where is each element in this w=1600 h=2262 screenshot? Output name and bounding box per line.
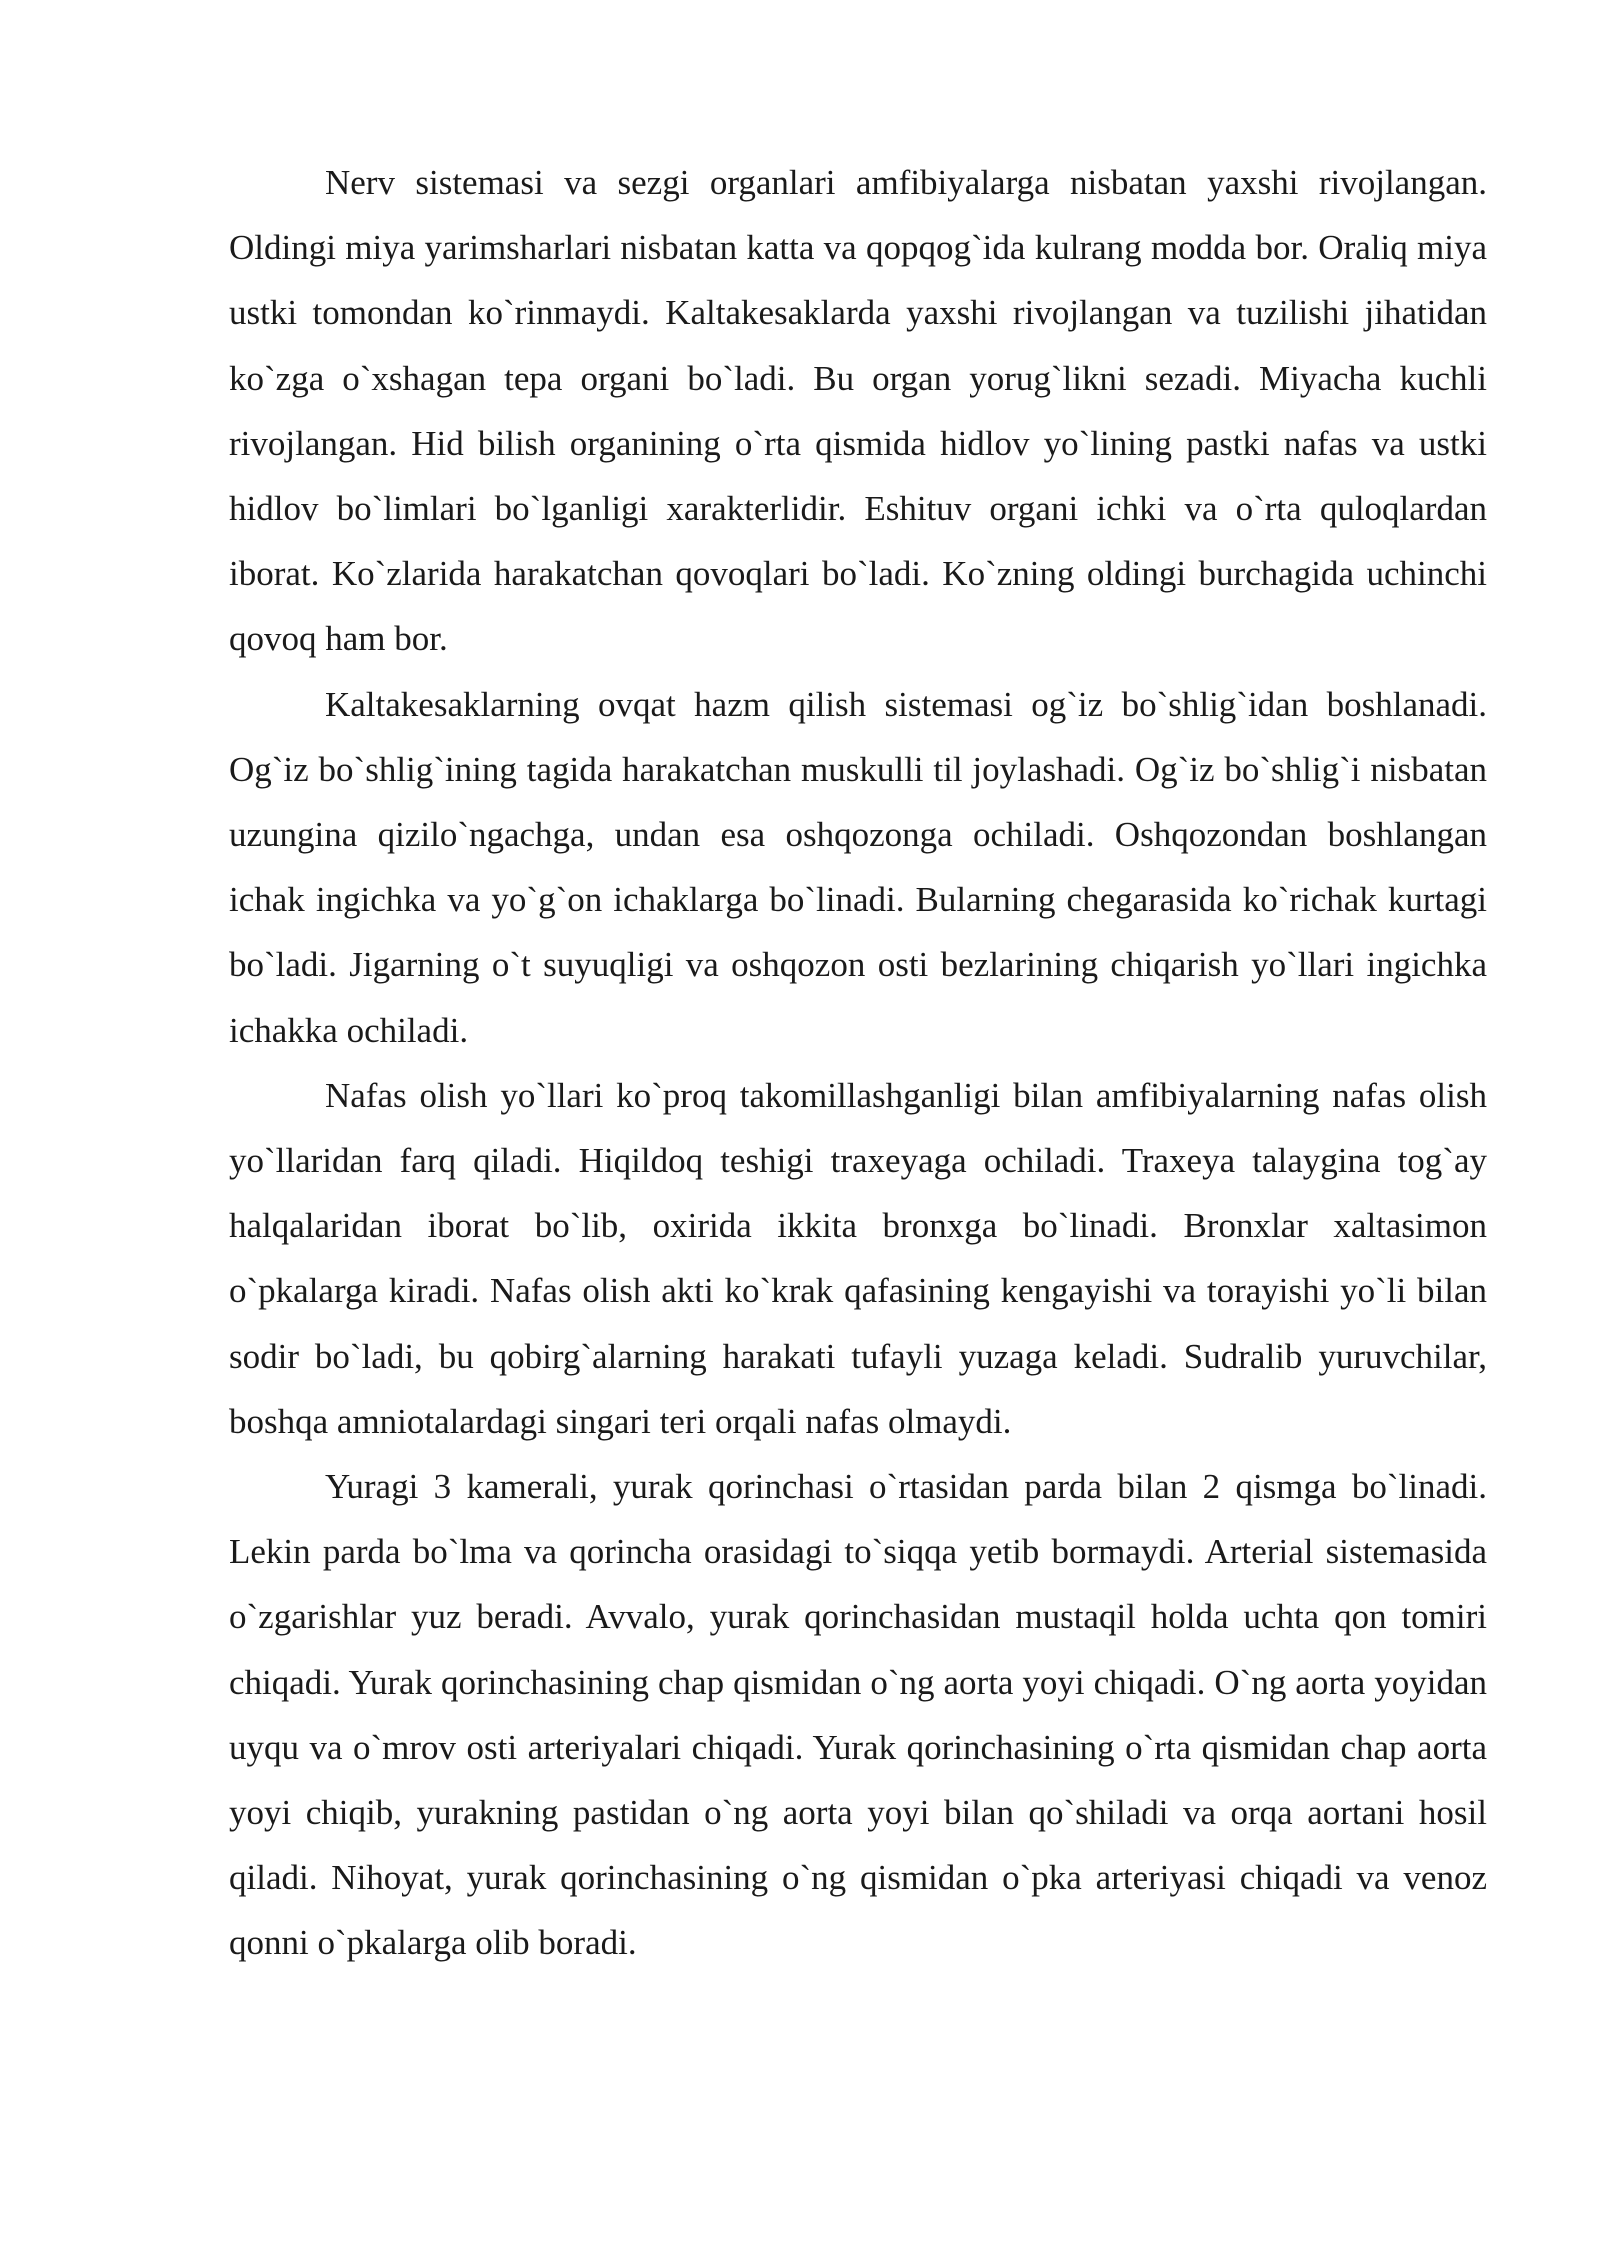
paragraph-digestive-system: Kaltakesaklarning ovqat hazm qilish sistemasi og`iz bo`shlig`idan boshlanadi. Og`iz bo`shlig`ining tagida harakatchan muskulli til joylashadi. Og`iz bo`shlig`i nisbatan uzungina qizilo`ngachga, undan esa oshqozonga ochiladi. Oshqozondan boshlangan ichak ingichka va yo`g`on ichaklarga bo`linadi. Bularning chegarasida ko`richak kurtagi bo`ladi. Jigarning o`t suyuqligi va oshqozon osti bezlarining chiqarish yo`llari ingichka ichakka ochiladi.	[229, 684, 1487, 1050]
paragraph-circulatory-system: Yuragi 3 kamerali, yurak qorinchasi o`rtasidan parda bilan 2 qismga bo`linadi. Lekin parda bo`lma va qorincha orasidagi to`siqqa yetib bormaydi. Arterial sistemasida o`zgarishlar yuz beradi. Avvalo, yurak qorinchasidan mustaqil holda uchta qon tomiri chiqadi. Yurak qorinchasining chap qismidan o`ng aorta yoyi chiqadi. O`ng aorta yoyidan uyqu va o`mrov osti arteriyalari chiqadi. Yurak qorinchasining o`rta qismidan chap aorta yoyi chiqib, yurakning pastidan o`ng aorta yoyi bilan qo`shiladi va orqa aortani hosil qiladi. Nihoyat, yurak qorinchasining o`ng qismidan o`pka arteriyasi chiqadi va venoz qonni o`pkalarga olib boradi.	[229, 1467, 1487, 1963]
document-body	[229, 150, 1487, 1976]
paragraph-respiratory-system: Nafas olish yo`llari ko`proq takomillashganligi bilan amfibiyalarning nafas olish yo`llaridan farq qiladi. Hiqildoq teshigi traxeyaga ochiladi. Traxeya talaygina tog`ay halqalaridan iborat bo`lib, oxirida ikkita bronxga bo`linadi. Bronxlar xaltasimon o`pkalarga kiradi. Nafas olish akti ko`krak qafasining kengayishi va torayishi yo`li bilan sodir bo`ladi, bu qobirg`alarning harakati tufayli yuzaga keladi. Sudralib yuruvchilar, boshqa amniotalardagi singari teri orqali nafas olmaydi.	[229, 1075, 1487, 1441]
paragraph-nervous-system: Nerv sistemasi va sezgi organlari amfibiyalarga nisbatan yaxshi rivojlangan. Oldingi miya yarimsharlari nisbatan katta va qopqog`ida kulrang modda bor. Oraliq miya ustki tomondan ko`rinmaydi. Kaltakesaklarda yaxshi rivojlangan va tuzilishi jihatidan ko`zga o`xshagan tepa organi bo`ladi. Bu organ yorug`likni sezadi. Miyacha kuchli rivojlangan. Hid bilish organining o`rta qismida hidlov yo`lining pastki nafas va ustki hidlov bo`limlari bo`lganligi xarakterlidir. Eshituv organi ichki va o`rta quloqlardan iborat. Ko`zlarida harakatchan qovoqlari bo`ladi. Ko`zning oldingi burchagida uchinchi qovoq ham bor.	[229, 163, 1487, 659]
